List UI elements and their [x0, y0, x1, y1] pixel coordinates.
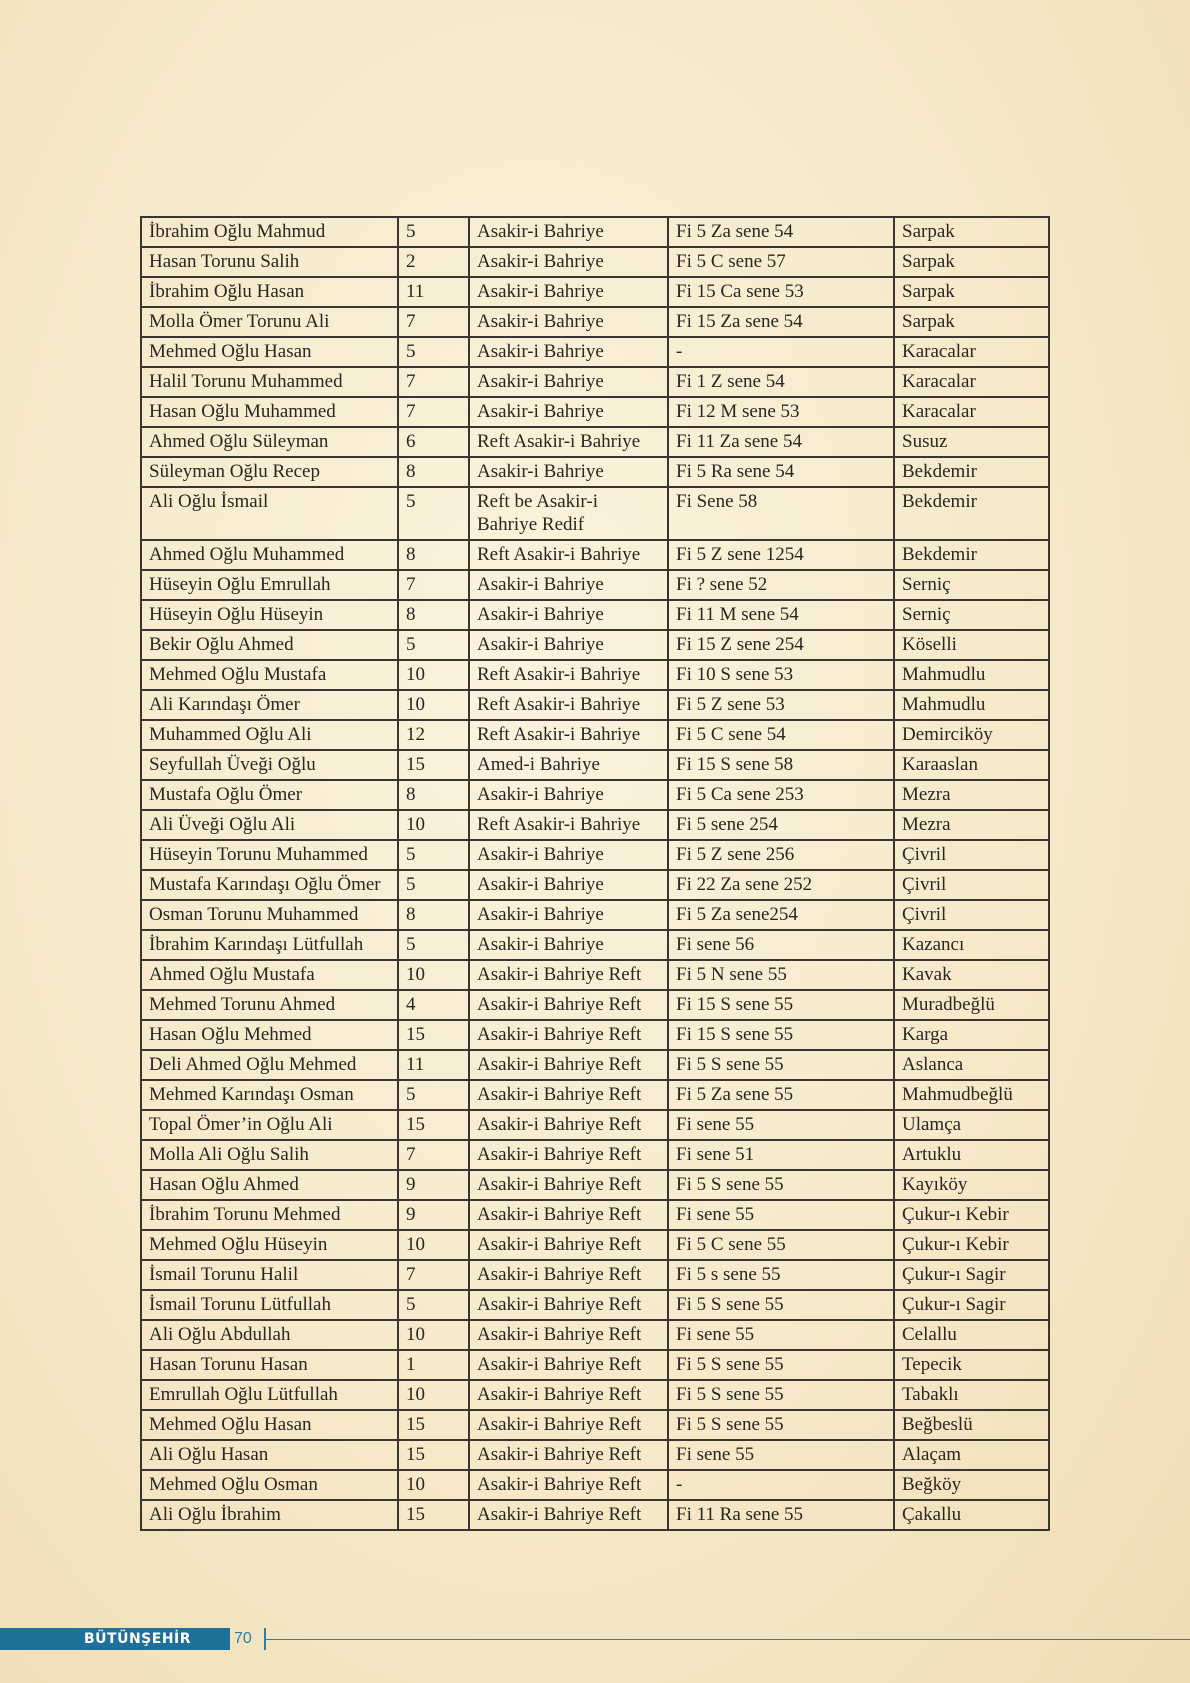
- unit-cell: Asakir-i Bahriye: [469, 337, 668, 367]
- village-cell: Beğköy: [894, 1470, 1049, 1500]
- unit-cell: Asakir-i Bahriye Reft: [469, 1350, 668, 1380]
- date-cell: Fi 5 S sene 55: [668, 1350, 894, 1380]
- village-cell: Alaçam: [894, 1440, 1049, 1470]
- date-cell: Fi sene 51: [668, 1140, 894, 1170]
- table-row: [141, 660, 1049, 690]
- table-row: [141, 960, 1049, 990]
- date-cell: Fi 5 s sene 55: [668, 1260, 894, 1290]
- unit-cell: Asakir-i Bahriye: [469, 900, 668, 930]
- date-cell: Fi 5 S sene 55: [668, 1410, 894, 1440]
- count-cell: 5: [398, 840, 469, 870]
- village-cell: Muradbeğlü: [894, 990, 1049, 1020]
- village-cell: Susuz: [894, 427, 1049, 457]
- table-row: [141, 1290, 1049, 1320]
- count-cell: 8: [398, 780, 469, 810]
- count-cell: 10: [398, 1380, 469, 1410]
- name-cell: Ali Oğlu İbrahim: [141, 1500, 398, 1530]
- table-row: [141, 247, 1049, 277]
- date-cell: Fi sene 55: [668, 1110, 894, 1140]
- count-cell: 15: [398, 1500, 469, 1530]
- village-cell: Mezra: [894, 810, 1049, 840]
- village-cell: Mahmudlu: [894, 660, 1049, 690]
- village-cell: Karacalar: [894, 397, 1049, 427]
- date-cell: Fi 22 Za sene 252: [668, 870, 894, 900]
- date-cell: Fi 11 Ra sene 55: [668, 1500, 894, 1530]
- date-cell: Fi sene 55: [668, 1200, 894, 1230]
- table-row: [141, 1500, 1049, 1530]
- footer-rule: [266, 1639, 1190, 1640]
- date-cell: Fi 5 C sene 55: [668, 1230, 894, 1260]
- count-cell: 11: [398, 1050, 469, 1080]
- village-cell: Serniç: [894, 570, 1049, 600]
- count-cell: 8: [398, 540, 469, 570]
- date-cell: Fi Sene 58: [668, 487, 894, 540]
- village-cell: Mezra: [894, 780, 1049, 810]
- village-cell: Karaaslan: [894, 750, 1049, 780]
- village-cell: Çukur-ı Kebir: [894, 1200, 1049, 1230]
- unit-cell: Reft be Asakir-i Bahriye Redif: [469, 487, 668, 540]
- table-row: [141, 810, 1049, 840]
- name-cell: Osman Torunu Muhammed: [141, 900, 398, 930]
- unit-cell: Asakir-i Bahriye: [469, 570, 668, 600]
- unit-cell: Asakir-i Bahriye: [469, 600, 668, 630]
- name-cell: Mehmed Oğlu Mustafa: [141, 660, 398, 690]
- name-cell: Mehmed Oğlu Hüseyin: [141, 1230, 398, 1260]
- name-cell: Emrullah Oğlu Lütfullah: [141, 1380, 398, 1410]
- village-cell: Kayıköy: [894, 1170, 1049, 1200]
- unit-cell: Asakir-i Bahriye: [469, 840, 668, 870]
- name-cell: İsmail Torunu Halil: [141, 1260, 398, 1290]
- table-row: [141, 1110, 1049, 1140]
- village-cell: Bekdemir: [894, 457, 1049, 487]
- count-cell: 15: [398, 1020, 469, 1050]
- table-row: [141, 690, 1049, 720]
- unit-cell: Reft Asakir-i Bahriye: [469, 540, 668, 570]
- name-cell: Hüseyin Oğlu Emrullah: [141, 570, 398, 600]
- unit-cell: Asakir-i Bahriye Reft: [469, 1470, 668, 1500]
- date-cell: Fi 5 Za sene254: [668, 900, 894, 930]
- table-row: [141, 570, 1049, 600]
- date-cell: Fi 5 Za sene 55: [668, 1080, 894, 1110]
- date-cell: Fi 5 S sene 55: [668, 1290, 894, 1320]
- village-cell: Karga: [894, 1020, 1049, 1050]
- name-cell: Mustafa Karındaşı Oğlu Ömer: [141, 870, 398, 900]
- table-row: [141, 780, 1049, 810]
- date-cell: Fi 5 C sene 54: [668, 720, 894, 750]
- unit-cell: Asakir-i Bahriye: [469, 367, 668, 397]
- table-row: [141, 1020, 1049, 1050]
- date-cell: Fi 10 S sene 53: [668, 660, 894, 690]
- table-row: [141, 1170, 1049, 1200]
- unit-cell: Reft Asakir-i Bahriye: [469, 810, 668, 840]
- count-cell: 12: [398, 720, 469, 750]
- name-cell: Hüseyin Torunu Muhammed: [141, 840, 398, 870]
- village-cell: Aslanca: [894, 1050, 1049, 1080]
- date-cell: Fi 5 S sene 55: [668, 1050, 894, 1080]
- name-cell: Hasan Oğlu Ahmed: [141, 1170, 398, 1200]
- date-cell: Fi 12 M sene 53: [668, 397, 894, 427]
- table-row: [141, 1320, 1049, 1350]
- table-row: [141, 600, 1049, 630]
- table-row: [141, 277, 1049, 307]
- count-cell: 10: [398, 810, 469, 840]
- date-cell: -: [668, 1470, 894, 1500]
- count-cell: 11: [398, 277, 469, 307]
- unit-cell: Asakir-i Bahriye: [469, 397, 668, 427]
- date-cell: Fi 5 Z sene 53: [668, 690, 894, 720]
- date-cell: Fi 5 N sene 55: [668, 960, 894, 990]
- table-row: [141, 900, 1049, 930]
- name-cell: İbrahim Torunu Mehmed: [141, 1200, 398, 1230]
- name-cell: Ahmed Oğlu Süleyman: [141, 427, 398, 457]
- unit-cell: Asakir-i Bahriye Reft: [469, 1170, 668, 1200]
- table-row: [141, 1380, 1049, 1410]
- name-cell: Mustafa Oğlu Ömer: [141, 780, 398, 810]
- count-cell: 5: [398, 487, 469, 540]
- date-cell: -: [668, 337, 894, 367]
- count-cell: 7: [398, 1140, 469, 1170]
- village-cell: Bekdemir: [894, 540, 1049, 570]
- name-cell: Halil Torunu Muhammed: [141, 367, 398, 397]
- date-cell: Fi 5 Za sene 54: [668, 217, 894, 247]
- name-cell: Mehmed Karındaşı Osman: [141, 1080, 398, 1110]
- village-cell: Mahmudbeğlü: [894, 1080, 1049, 1110]
- village-cell: Karacalar: [894, 367, 1049, 397]
- count-cell: 8: [398, 600, 469, 630]
- name-cell: Bekir Oğlu Ahmed: [141, 630, 398, 660]
- table-row: [141, 1470, 1049, 1500]
- village-cell: Köselli: [894, 630, 1049, 660]
- count-cell: 5: [398, 217, 469, 247]
- village-cell: Çukur-ı Sagir: [894, 1260, 1049, 1290]
- unit-cell: Asakir-i Bahriye: [469, 457, 668, 487]
- village-cell: Celallu: [894, 1320, 1049, 1350]
- table-row: [141, 457, 1049, 487]
- count-cell: 10: [398, 660, 469, 690]
- table-row: [141, 337, 1049, 367]
- unit-cell: Asakir-i Bahriye Reft: [469, 1440, 668, 1470]
- date-cell: Fi 11 Za sene 54: [668, 427, 894, 457]
- unit-cell: Reft Asakir-i Bahriye: [469, 427, 668, 457]
- name-cell: Ahmed Oğlu Mustafa: [141, 960, 398, 990]
- name-cell: Mehmed Torunu Ahmed: [141, 990, 398, 1020]
- unit-cell: Asakir-i Bahriye Reft: [469, 1050, 668, 1080]
- footer-brand: BÜTÜNŞEHİR: [84, 1631, 192, 1647]
- table-row: [141, 1410, 1049, 1440]
- unit-cell: Asakir-i Bahriye Reft: [469, 1140, 668, 1170]
- count-cell: 7: [398, 307, 469, 337]
- name-cell: Ali Oğlu Hasan: [141, 1440, 398, 1470]
- village-cell: Çivril: [894, 870, 1049, 900]
- unit-cell: Asakir-i Bahriye Reft: [469, 1410, 668, 1440]
- unit-cell: Asakir-i Bahriye: [469, 247, 668, 277]
- date-cell: Fi 5 Ra sene 54: [668, 457, 894, 487]
- name-cell: Mehmed Oğlu Hasan: [141, 337, 398, 367]
- table-row: [141, 870, 1049, 900]
- table-row: [141, 540, 1049, 570]
- count-cell: 9: [398, 1200, 469, 1230]
- count-cell: 7: [398, 397, 469, 427]
- unit-cell: Asakir-i Bahriye Reft: [469, 1260, 668, 1290]
- count-cell: 15: [398, 1410, 469, 1440]
- table-row: [141, 990, 1049, 1020]
- village-cell: Demirciköy: [894, 720, 1049, 750]
- unit-cell: Asakir-i Bahriye Reft: [469, 1380, 668, 1410]
- name-cell: Ali Üveği Oğlu Ali: [141, 810, 398, 840]
- count-cell: 15: [398, 1440, 469, 1470]
- village-cell: Beğbeslü: [894, 1410, 1049, 1440]
- count-cell: 5: [398, 870, 469, 900]
- table-row: [141, 367, 1049, 397]
- count-cell: 5: [398, 630, 469, 660]
- unit-cell: Asakir-i Bahriye: [469, 780, 668, 810]
- name-cell: Seyfullah Üveği Oğlu: [141, 750, 398, 780]
- village-cell: Sarpak: [894, 217, 1049, 247]
- village-cell: Çivril: [894, 840, 1049, 870]
- name-cell: Ali Karındaşı Ömer: [141, 690, 398, 720]
- name-cell: Ali Oğlu Abdullah: [141, 1320, 398, 1350]
- village-cell: Kazancı: [894, 930, 1049, 960]
- table-row: [141, 1230, 1049, 1260]
- count-cell: 7: [398, 1260, 469, 1290]
- unit-cell: Asakir-i Bahriye Reft: [469, 1500, 668, 1530]
- name-cell: Deli Ahmed Oğlu Mehmed: [141, 1050, 398, 1080]
- unit-cell: Asakir-i Bahriye Reft: [469, 1290, 668, 1320]
- count-cell: 2: [398, 247, 469, 277]
- name-cell: Muhammed Oğlu Ali: [141, 720, 398, 750]
- unit-cell: Asakir-i Bahriye Reft: [469, 1020, 668, 1050]
- village-cell: Kavak: [894, 960, 1049, 990]
- unit-cell: Amed-i Bahriye: [469, 750, 668, 780]
- count-cell: 8: [398, 457, 469, 487]
- table-row: [141, 750, 1049, 780]
- name-cell: İsmail Torunu Lütfullah: [141, 1290, 398, 1320]
- unit-cell: Asakir-i Bahriye: [469, 930, 668, 960]
- table-row: [141, 1350, 1049, 1380]
- table-row: [141, 720, 1049, 750]
- date-cell: Fi 15 S sene 55: [668, 990, 894, 1020]
- count-cell: 15: [398, 1110, 469, 1140]
- date-cell: Fi 15 Za sene 54: [668, 307, 894, 337]
- table-row: [141, 840, 1049, 870]
- table-row: [141, 930, 1049, 960]
- date-cell: Fi 5 Z sene 1254: [668, 540, 894, 570]
- count-cell: 5: [398, 930, 469, 960]
- village-cell: Ulamça: [894, 1110, 1049, 1140]
- table-row: [141, 217, 1049, 247]
- village-cell: Tabaklı: [894, 1380, 1049, 1410]
- unit-cell: Asakir-i Bahriye Reft: [469, 1230, 668, 1260]
- date-cell: Fi 5 C sene 57: [668, 247, 894, 277]
- unit-cell: Asakir-i Bahriye: [469, 307, 668, 337]
- unit-cell: Asakir-i Bahriye: [469, 630, 668, 660]
- date-cell: Fi 5 S sene 55: [668, 1380, 894, 1410]
- name-cell: Hasan Oğlu Mehmed: [141, 1020, 398, 1050]
- date-cell: Fi sene 55: [668, 1320, 894, 1350]
- date-cell: Fi sene 55: [668, 1440, 894, 1470]
- village-cell: Çukur-ı Kebir: [894, 1230, 1049, 1260]
- count-cell: 10: [398, 1230, 469, 1260]
- table-row: [141, 1080, 1049, 1110]
- village-cell: Sarpak: [894, 247, 1049, 277]
- village-cell: Karacalar: [894, 337, 1049, 367]
- unit-cell: Reft Asakir-i Bahriye: [469, 720, 668, 750]
- date-cell: Fi sene 56: [668, 930, 894, 960]
- name-cell: Molla Ali Oğlu Salih: [141, 1140, 398, 1170]
- name-cell: Hasan Torunu Salih: [141, 247, 398, 277]
- count-cell: 10: [398, 1320, 469, 1350]
- village-cell: Çakallu: [894, 1500, 1049, 1530]
- name-cell: Hasan Oğlu Muhammed: [141, 397, 398, 427]
- unit-cell: Asakir-i Bahriye Reft: [469, 1200, 668, 1230]
- count-cell: 5: [398, 337, 469, 367]
- count-cell: 5: [398, 1290, 469, 1320]
- name-cell: Süleyman Oğlu Recep: [141, 457, 398, 487]
- unit-cell: Asakir-i Bahriye: [469, 217, 668, 247]
- records-table: [140, 216, 1050, 1531]
- count-cell: 10: [398, 1470, 469, 1500]
- table-row: [141, 630, 1049, 660]
- table-row: [141, 1140, 1049, 1170]
- village-cell: Sarpak: [894, 277, 1049, 307]
- count-cell: 6: [398, 427, 469, 457]
- name-cell: Mehmed Oğlu Osman: [141, 1470, 398, 1500]
- unit-cell: Reft Asakir-i Bahriye: [469, 660, 668, 690]
- count-cell: 10: [398, 690, 469, 720]
- date-cell: Fi ? sene 52: [668, 570, 894, 600]
- count-cell: 4: [398, 990, 469, 1020]
- date-cell: Fi 15 Z sene 254: [668, 630, 894, 660]
- name-cell: Ali Oğlu İsmail: [141, 487, 398, 540]
- name-cell: İbrahim Oğlu Mahmud: [141, 217, 398, 247]
- date-cell: Fi 15 Ca sene 53: [668, 277, 894, 307]
- records-table-body: [141, 217, 1049, 1530]
- village-cell: Sarpak: [894, 307, 1049, 337]
- table-row: [141, 427, 1049, 457]
- date-cell: Fi 11 M sene 54: [668, 600, 894, 630]
- unit-cell: Asakir-i Bahriye: [469, 870, 668, 900]
- name-cell: Hasan Torunu Hasan: [141, 1350, 398, 1380]
- village-cell: Serniç: [894, 600, 1049, 630]
- count-cell: 5: [398, 1080, 469, 1110]
- unit-cell: Asakir-i Bahriye Reft: [469, 1110, 668, 1140]
- table-row: [141, 307, 1049, 337]
- unit-cell: Asakir-i Bahriye: [469, 277, 668, 307]
- date-cell: Fi 5 Ca sene 253: [668, 780, 894, 810]
- village-cell: Çukur-ı Sagir: [894, 1290, 1049, 1320]
- count-cell: 7: [398, 570, 469, 600]
- village-cell: Mahmudlu: [894, 690, 1049, 720]
- date-cell: Fi 15 S sene 58: [668, 750, 894, 780]
- count-cell: 9: [398, 1170, 469, 1200]
- date-cell: Fi 15 S sene 55: [668, 1020, 894, 1050]
- name-cell: İbrahim Oğlu Hasan: [141, 277, 398, 307]
- date-cell: Fi 5 sene 254: [668, 810, 894, 840]
- name-cell: Molla Ömer Torunu Ali: [141, 307, 398, 337]
- date-cell: Fi 1 Z sene 54: [668, 367, 894, 397]
- table-row: [141, 1260, 1049, 1290]
- village-cell: Tepecik: [894, 1350, 1049, 1380]
- date-cell: Fi 5 Z sene 256: [668, 840, 894, 870]
- date-cell: Fi 5 S sene 55: [668, 1170, 894, 1200]
- unit-cell: Asakir-i Bahriye Reft: [469, 1320, 668, 1350]
- count-cell: 7: [398, 367, 469, 397]
- count-cell: 8: [398, 900, 469, 930]
- table-row: [141, 1050, 1049, 1080]
- count-cell: 1: [398, 1350, 469, 1380]
- name-cell: Topal Ömer’in Oğlu Ali: [141, 1110, 398, 1140]
- table-row: [141, 1200, 1049, 1230]
- unit-cell: Asakir-i Bahriye Reft: [469, 990, 668, 1020]
- unit-cell: Asakir-i Bahriye Reft: [469, 1080, 668, 1110]
- unit-cell: Asakir-i Bahriye Reft: [469, 960, 668, 990]
- village-cell: Bekdemir: [894, 487, 1049, 540]
- name-cell: Ahmed Oğlu Muhammed: [141, 540, 398, 570]
- village-cell: Çivril: [894, 900, 1049, 930]
- village-cell: Artuklu: [894, 1140, 1049, 1170]
- page-number: 70: [234, 1630, 252, 1647]
- table-row: [141, 397, 1049, 427]
- unit-cell: Reft Asakir-i Bahriye: [469, 690, 668, 720]
- name-cell: Mehmed Oğlu Hasan: [141, 1410, 398, 1440]
- table-row: [141, 1440, 1049, 1470]
- table-row: [141, 487, 1049, 540]
- name-cell: Hüseyin Oğlu Hüseyin: [141, 600, 398, 630]
- name-cell: İbrahim Karındaşı Lütfullah: [141, 930, 398, 960]
- count-cell: 10: [398, 960, 469, 990]
- count-cell: 15: [398, 750, 469, 780]
